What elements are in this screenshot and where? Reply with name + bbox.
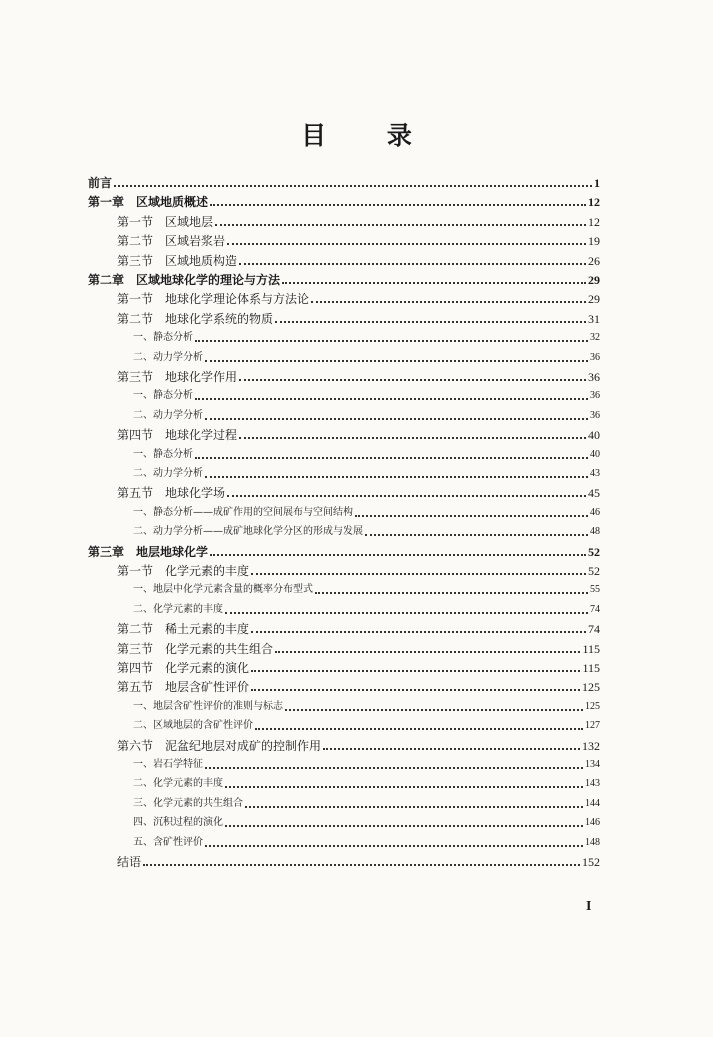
toc-entry-page: 40 — [588, 428, 600, 443]
toc-entry-page: 134 — [585, 759, 600, 770]
toc-entry-page: 48 — [590, 526, 600, 538]
toc-entry-page: 29 — [588, 292, 600, 307]
toc-entry-page: 152 — [582, 855, 600, 869]
toc-dot-leader — [251, 670, 580, 672]
toc-dot-leader — [251, 689, 580, 691]
toc-entry — [133, 774, 600, 794]
toc-entry — [133, 716, 600, 736]
toc-entry-label: 一、静态分析 — [133, 332, 193, 344]
toc-entry — [117, 367, 600, 387]
toc-entry — [117, 289, 600, 309]
toc-entry-page: 32 — [590, 332, 600, 344]
toc-dot-leader — [205, 476, 588, 478]
toc-dot-leader — [275, 651, 580, 653]
toc-entry — [133, 697, 600, 717]
toc-dot-leader — [215, 224, 586, 226]
toc-entry-page: 115 — [582, 661, 600, 675]
toc-dot-leader — [114, 185, 592, 187]
toc-entry-label: 第五节 地球化学场 — [117, 486, 226, 501]
toc-entry — [117, 251, 600, 271]
toc-entry — [117, 852, 600, 872]
toc-entry — [117, 483, 600, 503]
toc-entry — [133, 600, 600, 620]
toc-dot-leader — [195, 340, 588, 342]
toc-entry-label: 一、岩石学特征 — [133, 759, 203, 770]
toc-entry — [117, 619, 600, 639]
toc-entry-page: 40 — [590, 448, 600, 460]
toc-entry-label: 第三节 区域地质构造 — [117, 253, 238, 268]
toc-entry-page: 144 — [585, 797, 600, 809]
toc-entry-label: 第二章 区域地球化学的理论与方法 — [88, 273, 281, 287]
toc-dot-leader — [227, 495, 586, 497]
toc-entry-page: 125 — [585, 700, 600, 712]
toc-entry-page: 36 — [590, 409, 600, 421]
toc-dot-leader — [323, 748, 580, 750]
toc-entry — [133, 794, 600, 814]
toc-dot-leader — [285, 709, 583, 711]
toc-entry-page: 74 — [588, 622, 600, 637]
toc-entry-label: 前言 — [88, 176, 113, 190]
toc-entry-label: 一、静态分析 — [133, 448, 193, 460]
toc-entry-label: 结语 — [117, 855, 142, 869]
toc-entry — [117, 212, 600, 232]
toc-entry-label: 第三节 地球化学作用 — [117, 370, 238, 384]
toc-entry — [133, 833, 600, 853]
toc-entry-page: 29 — [588, 273, 600, 287]
toc-entry-label: 一、静态分析 — [133, 390, 193, 402]
toc-entry — [117, 677, 600, 697]
toc-entry-page: 52 — [588, 564, 600, 578]
page-title: 目 录 — [301, 121, 438, 150]
toc-entry-label: 第二节 地球化学系统的物质 — [117, 311, 274, 326]
toc-entry-label: 二、动力学分析——成矿地球化学分区的形成与发展 — [133, 526, 363, 538]
toc-entry-page: 19 — [588, 234, 600, 249]
toc-dot-leader — [355, 515, 588, 517]
toc-entry-label: 一、地层中化学元素含量的概率分布型式 — [133, 584, 313, 596]
toc-entry-page: 46 — [590, 506, 600, 518]
toc-dot-leader — [251, 573, 586, 575]
toc-entry — [133, 522, 600, 542]
toc-entry — [133, 328, 600, 348]
toc-entry — [88, 173, 600, 193]
toc-entry-label: 第一节 地球化学理论体系与方法论 — [117, 292, 310, 307]
toc-entry — [117, 658, 600, 678]
toc-entry-label: 二、动力学分析 — [133, 409, 203, 421]
toc-entry-label: 三、化学元素的共生组合 — [133, 797, 243, 809]
toc-entry-label: 一、静态分析——成矿作用的空间展布与空间结构 — [133, 506, 353, 518]
toc-entry-label: 二、化学元素的丰度 — [133, 778, 223, 790]
toc-entry-label: 二、动力学分析 — [133, 351, 203, 363]
toc-entry-label: 第一节 区域地层 — [117, 214, 214, 229]
toc-entry-page: 143 — [585, 778, 600, 790]
toc-entry-label: 五、含矿性评价 — [133, 836, 203, 848]
toc-entry — [133, 348, 600, 368]
toc-entry-label: 二、化学元素的丰度 — [133, 603, 223, 615]
toc-entry-page: 148 — [585, 836, 600, 848]
toc-entry-page: 43 — [590, 468, 600, 479]
toc-entry-label: 第三章 地层地球化学 — [88, 544, 209, 559]
toc-entry-label: 第六节 泥盆纪地层对成矿的控制作用 — [117, 738, 322, 753]
toc-dot-leader — [239, 379, 586, 381]
toc-entry-page: 127 — [585, 720, 600, 732]
toc-entry — [117, 561, 600, 581]
toc-entry-page: 36 — [590, 351, 600, 363]
toc-entry — [133, 464, 600, 484]
toc-dot-leader — [245, 806, 583, 808]
toc-dot-leader — [251, 631, 586, 633]
toc-entry-label: 二、区域地层的含矿性评价 — [133, 720, 253, 732]
toc-entry — [133, 755, 600, 775]
toc-entry-page: 26 — [588, 253, 600, 268]
toc-entry — [88, 192, 600, 212]
toc-entry — [133, 580, 600, 600]
page-number: I — [586, 899, 592, 914]
toc-entry-page: 132 — [582, 738, 600, 753]
toc-dot-leader — [225, 786, 583, 788]
toc-entry — [88, 270, 600, 290]
toc-entry-page: 36 — [590, 390, 600, 402]
toc-entry-page: 52 — [588, 544, 600, 559]
toc-dot-leader — [205, 418, 588, 420]
toc-dot-leader — [205, 360, 588, 362]
toc-dot-leader — [195, 457, 588, 459]
toc-entry-page: 74 — [590, 603, 600, 615]
toc-dot-leader — [365, 534, 588, 536]
toc-dot-leader — [275, 321, 586, 323]
toc-entry-label: 四、沉积过程的演化 — [133, 817, 223, 829]
toc-entry-label: 第四节 地球化学过程 — [117, 428, 238, 443]
toc-entry-label: 二、动力学分析 — [133, 468, 203, 479]
toc-entry-label: 第三节 化学元素的共生组合 — [117, 641, 274, 656]
toc-entry-label: 第一章 区域地质概述 — [88, 195, 209, 210]
toc-dot-leader — [239, 437, 586, 439]
toc-entry — [117, 425, 600, 445]
toc-entry — [117, 639, 600, 659]
toc-entry — [88, 542, 600, 562]
toc-dot-leader — [143, 864, 580, 866]
toc-dot-leader — [227, 243, 586, 245]
toc-dot-leader — [195, 398, 588, 400]
toc-entry-label: 第一节 化学元素的丰度 — [117, 564, 250, 578]
toc-entry-label: 第二节 区域岩浆岩 — [117, 234, 226, 249]
toc-entry — [133, 813, 600, 833]
toc-entry-page: 1 — [594, 176, 600, 190]
toc-entry — [117, 231, 600, 251]
toc-entry-label: 第二节 稀土元素的丰度 — [117, 622, 250, 637]
toc-entry-page: 146 — [585, 817, 600, 829]
toc-entry-page: 125 — [582, 680, 600, 695]
toc-entry-page: 45 — [588, 486, 600, 501]
toc-entry-page: 115 — [582, 641, 600, 656]
toc-entry-page: 12 — [588, 195, 600, 210]
toc-entry — [117, 309, 600, 329]
toc-dot-leader — [282, 282, 586, 284]
toc-dot-leader — [315, 592, 588, 594]
toc-dot-leader — [225, 825, 583, 827]
toc-entry-page: 36 — [588, 370, 600, 384]
toc-entry — [133, 503, 600, 523]
toc-dot-leader — [239, 263, 586, 265]
toc-entry-page: 31 — [588, 311, 600, 326]
toc-entry-label: 第四节 化学元素的演化 — [117, 661, 250, 675]
toc-dot-leader — [210, 554, 586, 556]
toc-entry — [133, 406, 600, 426]
toc-entry-label: 一、地层含矿性评价的准则与标志 — [133, 700, 283, 712]
toc-dot-leader — [205, 845, 583, 847]
toc-dot-leader — [311, 301, 586, 303]
toc-dot-leader — [255, 728, 583, 730]
toc-entry-label: 第五节 地层含矿性评价 — [117, 680, 250, 695]
toc-entry — [117, 736, 600, 756]
toc-entry — [133, 445, 600, 465]
toc-entry-page: 55 — [590, 584, 600, 596]
toc-entry — [133, 386, 600, 406]
toc-dot-leader — [210, 204, 586, 206]
toc-dot-leader — [205, 767, 583, 769]
toc-entry-page: 12 — [588, 214, 600, 229]
toc-dot-leader — [225, 612, 588, 614]
